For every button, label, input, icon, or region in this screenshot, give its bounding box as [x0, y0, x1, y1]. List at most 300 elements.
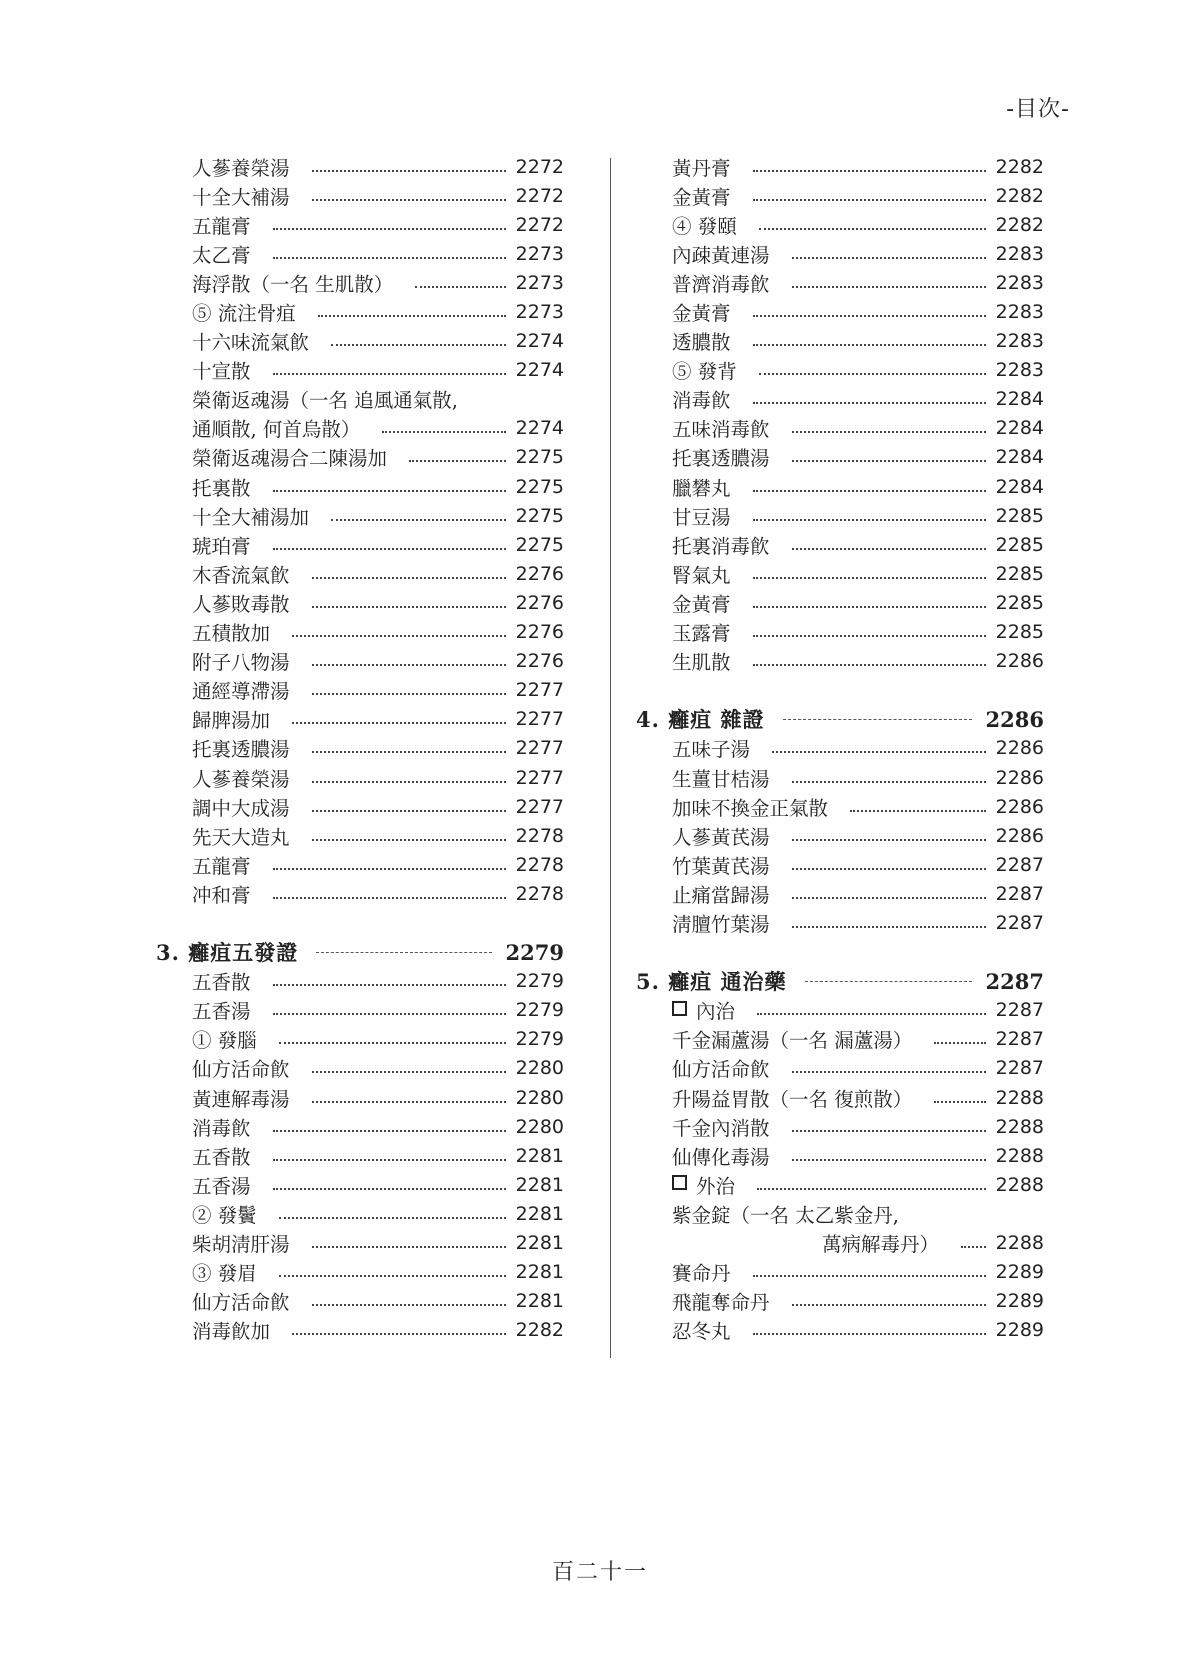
toc-entry [672, 1199, 1044, 1228]
toc-entry [192, 705, 564, 734]
entry-title: 消毒飮加 [192, 1320, 271, 1344]
toc-entry [672, 268, 1044, 297]
entry-title: 臘礬丸 [672, 476, 731, 500]
entry-title: 消毒飮 [672, 389, 731, 413]
dot-leader [312, 839, 506, 841]
entry-page-number: 2275 [515, 504, 564, 527]
entry-page-number: 2274 [515, 417, 564, 440]
toc-entry [672, 327, 1044, 356]
toc-entry [672, 1083, 1044, 1112]
toc-entry [672, 1054, 1044, 1083]
entry-title: 千金漏蘆湯（一名 漏蘆湯） [672, 1029, 913, 1053]
toc-entry [192, 239, 564, 268]
entry-page-number: 2275 [515, 446, 564, 469]
dot-leader [312, 1071, 506, 1073]
toc-section-heading [636, 705, 1044, 734]
entry-title: 人蔘敗毒散 [192, 592, 290, 616]
entry-title: 五龍膏 [192, 854, 251, 878]
entry-page-number: 2272 [515, 155, 564, 178]
dot-leader [753, 606, 986, 608]
entry-title: 托裏透膿湯 [192, 738, 290, 762]
dot-leader [792, 1159, 986, 1161]
column-divider [610, 158, 611, 1358]
entry-page-number: 2276 [515, 650, 564, 673]
dot-leader [273, 1013, 506, 1015]
dot-leader [273, 490, 506, 492]
toc-entry [192, 676, 564, 705]
toc-entry [672, 472, 1044, 501]
toc-entry [672, 1287, 1044, 1316]
dot-leader [961, 1246, 986, 1248]
dot-leader [805, 981, 972, 982]
dot-leader [312, 693, 506, 695]
toc-entry [672, 1228, 1044, 1257]
entry-title: 淸膻竹葉湯 [672, 912, 770, 936]
dot-leader [292, 635, 506, 637]
dot-leader [753, 664, 986, 666]
entry-page-number: 2276 [515, 591, 564, 614]
toc-entry [192, 559, 564, 588]
entry-title: 五香散 [192, 971, 251, 995]
entry-page-number: 2279 [515, 970, 564, 993]
toc-entry [672, 559, 1044, 588]
toc-entry [672, 821, 1044, 850]
toc-entry [192, 850, 564, 879]
toc-entry [672, 588, 1044, 617]
toc-entry [672, 879, 1044, 908]
toc-entry [192, 879, 564, 908]
dot-leader [772, 751, 986, 753]
toc-entry [672, 501, 1044, 530]
dot-leader [318, 315, 506, 317]
dot-leader [273, 228, 506, 230]
entry-page-number: 2286 [995, 795, 1044, 818]
entry-title: 榮衛返魂湯（一名 追風通氣散, [192, 389, 458, 413]
toc-entry [192, 1287, 564, 1316]
entry-page-number: 2279 [515, 999, 564, 1022]
toc-entry [192, 297, 564, 326]
entry-page-number: 2287 [995, 1028, 1044, 1051]
entry-title: 十全大補湯加 [192, 505, 310, 529]
toc-entry [672, 1141, 1044, 1170]
toc-entry [192, 443, 564, 472]
blank-row [672, 676, 1044, 705]
toc-entry [672, 1170, 1044, 1199]
entry-title: 五味消毒飮 [672, 418, 770, 442]
entry-page-number: 2281 [515, 1202, 564, 1225]
dot-leader [312, 1304, 506, 1306]
entry-page-number: 2283 [995, 359, 1044, 382]
dot-leader [934, 1101, 985, 1103]
entry-page-number: 2286 [995, 824, 1044, 847]
entry-page-number: 2274 [515, 330, 564, 353]
dot-leader [759, 228, 986, 230]
entry-title: 金黃膏 [672, 592, 731, 616]
toc-entry [672, 1258, 1044, 1287]
dot-leader [382, 431, 505, 433]
dot-leader [753, 170, 986, 172]
entry-page-number: 2289 [995, 1319, 1044, 1342]
dot-leader [273, 1159, 506, 1161]
entry-page-number: 2278 [515, 882, 564, 905]
entry-page-number: 2287 [995, 853, 1044, 876]
entry-title: 賽命丹 [672, 1262, 731, 1286]
dot-leader [934, 1042, 985, 1044]
dot-leader [312, 606, 506, 608]
entry-page-number: 2272 [515, 213, 564, 236]
entry-title: 透膿散 [672, 331, 731, 355]
entry-page-number: 2275 [515, 475, 564, 498]
entry-page-number: 2287 [995, 1057, 1044, 1080]
toc-entry [192, 1228, 564, 1257]
toc-entry [192, 1316, 564, 1345]
toc-entry [672, 1112, 1044, 1141]
entry-page-number: 2273 [515, 301, 564, 324]
toc-entry [672, 996, 1044, 1025]
entry-title: 五味子湯 [672, 738, 751, 762]
dot-leader [279, 1275, 506, 1277]
entry-page-number: 2284 [995, 388, 1044, 411]
entry-page-number: 2286 [985, 706, 1044, 732]
toc-entry [192, 618, 564, 647]
entry-page-number: 2278 [515, 853, 564, 876]
dot-leader [753, 635, 986, 637]
entry-title: 五積散加 [192, 622, 271, 646]
entry-title: 太乙膏 [192, 243, 251, 267]
entry-page-number: 2288 [995, 1115, 1044, 1138]
toc-entry [192, 647, 564, 676]
toc-entry [192, 1258, 564, 1287]
entry-page-number: 2288 [995, 1086, 1044, 1109]
entry-title: 金黃膏 [672, 185, 731, 209]
toc-entry [192, 1170, 564, 1199]
entry-title: 加味不換金正氣散 [672, 796, 829, 820]
entry-page-number: 2288 [995, 1144, 1044, 1167]
dot-leader [757, 1188, 986, 1190]
entry-title: 外治 [696, 1174, 736, 1198]
dot-leader [792, 868, 986, 870]
toc-entry [672, 385, 1044, 414]
entry-title: 木香流氣飮 [192, 563, 290, 587]
toc-entry [192, 472, 564, 501]
dot-leader [312, 199, 506, 201]
entry-title: 紫金錠（一名 太乙紫金丹, [672, 1203, 899, 1227]
dot-leader [792, 257, 986, 259]
toc-entry [192, 327, 564, 356]
entry-page-number: 2273 [515, 242, 564, 265]
entry-title: 柴胡淸肝湯 [192, 1233, 290, 1257]
dot-leader [312, 170, 506, 172]
entry-page-number: 2281 [515, 1144, 564, 1167]
entry-page-number: 2283 [995, 242, 1044, 265]
entry-title: 托裏透膿湯 [672, 447, 770, 471]
entry-title: 琥珀膏 [192, 534, 251, 558]
toc-entry [192, 967, 564, 996]
entry-page-number: 2285 [995, 562, 1044, 585]
entry-page-number: 2284 [995, 446, 1044, 469]
dot-leader [792, 1304, 986, 1306]
toc-entry [192, 996, 564, 1025]
dot-leader [783, 719, 972, 720]
dot-leader [273, 868, 506, 870]
entry-page-number: 2280 [515, 1086, 564, 1109]
entry-title: 榮衛返魂湯合二陳湯加 [192, 447, 388, 471]
entry-title: 千金內消散 [672, 1116, 770, 1140]
toc-entry [192, 792, 564, 821]
dot-leader [792, 286, 986, 288]
dot-leader [792, 431, 986, 433]
toc-column-right [636, 152, 1044, 1345]
toc-entry [672, 850, 1044, 879]
entry-title: 十宣散 [192, 360, 251, 384]
toc-column-left [156, 152, 564, 1345]
entry-title: 飛龍奪命丹 [672, 1291, 770, 1315]
dot-leader [753, 315, 986, 317]
toc-entry [192, 1083, 564, 1112]
entry-title: ② 發鬢 [192, 1203, 257, 1227]
entry-title: 竹葉黃芪湯 [672, 854, 770, 878]
entry-title: 人蔘黃芪湯 [672, 825, 770, 849]
entry-page-number: 2286 [995, 737, 1044, 760]
dot-leader [792, 1071, 986, 1073]
entry-title: ① 發腦 [192, 1029, 257, 1053]
entry-page-number: 2288 [995, 1173, 1044, 1196]
toc-entry [672, 734, 1044, 763]
entry-title: 普濟消毒飮 [672, 272, 770, 296]
toc-entry [672, 792, 1044, 821]
entry-page-number: 2272 [515, 184, 564, 207]
entry-page-number: 2283 [995, 271, 1044, 294]
entry-title: 消毒飮 [192, 1116, 251, 1140]
dot-leader [312, 781, 506, 783]
entry-title: 內疎黃連湯 [672, 243, 770, 267]
toc-section-heading [636, 967, 1044, 996]
dot-leader [316, 952, 491, 953]
dot-leader [279, 1217, 506, 1219]
entry-page-number: 2281 [515, 1173, 564, 1196]
entry-title: 仙方活命飮 [672, 1058, 770, 1082]
entry-title: ③ 發眉 [192, 1262, 257, 1286]
entry-title: 仙方活命飮 [192, 1291, 290, 1315]
dot-leader [792, 460, 986, 462]
section-title: 3. 癰疽五發證 [156, 940, 299, 966]
entry-title: 五香湯 [192, 1000, 251, 1024]
toc-entry [192, 821, 564, 850]
toc-entry [192, 734, 564, 763]
toc-entry [672, 1025, 1044, 1054]
blank-row [192, 908, 564, 937]
entry-page-number: 2277 [515, 679, 564, 702]
entry-title: 萬病解毒丹） [822, 1233, 940, 1257]
entry-page-number: 2285 [995, 621, 1044, 644]
entry-title: 升陽益胃散（一名 復煎散） [672, 1087, 913, 1111]
entry-page-number: 2282 [995, 184, 1044, 207]
dot-leader [273, 897, 506, 899]
entry-page-number: 2282 [995, 213, 1044, 236]
dot-leader [753, 1333, 986, 1335]
entry-title: 生肌散 [672, 651, 731, 675]
toc-entry [192, 414, 564, 443]
dot-leader [850, 810, 986, 812]
entry-page-number: 2287 [995, 999, 1044, 1022]
entry-title: 托裏散 [192, 476, 251, 500]
dot-leader [759, 373, 986, 375]
toc-entry [192, 152, 564, 181]
entry-page-number: 2285 [995, 504, 1044, 527]
page-number: 百二十一 [551, 1560, 648, 1585]
blank-row [672, 938, 1044, 967]
toc-entry [672, 1316, 1044, 1345]
dot-leader [331, 519, 506, 521]
entry-page-number: 2279 [505, 939, 564, 965]
toc-entry [672, 763, 1044, 792]
entry-title: 十六味流氣飮 [192, 331, 310, 355]
toc-entry [672, 239, 1044, 268]
toc-entry [672, 443, 1044, 472]
checkbox-square-icon [672, 1175, 687, 1190]
toc-entry [192, 1025, 564, 1054]
entry-title: 五龍膏 [192, 214, 251, 238]
toc-section-heading [156, 938, 564, 967]
entry-page-number: 2282 [515, 1319, 564, 1342]
entry-title: 通經導滯湯 [192, 680, 290, 704]
toc-entry [672, 530, 1044, 559]
entry-page-number: 2282 [995, 155, 1044, 178]
dot-leader [273, 1130, 506, 1132]
dot-leader [792, 926, 986, 928]
dot-leader [753, 199, 986, 201]
dot-leader [312, 810, 506, 812]
entry-title: 忍冬丸 [672, 1320, 731, 1344]
dot-leader [753, 344, 986, 346]
dot-leader [312, 1246, 506, 1248]
entry-page-number: 2273 [515, 271, 564, 294]
entry-page-number: 2278 [515, 824, 564, 847]
entry-page-number: 2287 [995, 911, 1044, 934]
entry-page-number: 2279 [515, 1028, 564, 1051]
entry-title: 托裏消毒飮 [672, 534, 770, 558]
entry-title: 腎氣丸 [672, 563, 731, 587]
toc-entry [192, 1112, 564, 1141]
dot-leader [312, 577, 506, 579]
entry-title: 生薑甘桔湯 [672, 767, 770, 791]
entry-page-number: 2277 [515, 795, 564, 818]
dot-leader [792, 839, 986, 841]
dot-leader [792, 548, 986, 550]
toc-entry [192, 1054, 564, 1083]
entry-title: 歸脾湯加 [192, 709, 271, 733]
toc-entry [192, 588, 564, 617]
entry-page-number: 2281 [515, 1261, 564, 1284]
dot-leader [312, 1101, 506, 1103]
entry-title: 仙方活命飮 [192, 1058, 290, 1082]
dot-leader [273, 257, 506, 259]
entry-title: ⑤ 發背 [672, 360, 737, 384]
dot-leader [312, 751, 506, 753]
dot-leader [415, 286, 505, 288]
toc-entry [192, 210, 564, 239]
entry-title: 內治 [696, 1000, 736, 1024]
entry-page-number: 2276 [515, 621, 564, 644]
checkbox-square-icon [672, 1001, 687, 1016]
toc-entry [672, 414, 1044, 443]
entry-page-number: 2280 [515, 1057, 564, 1080]
entry-title: 止痛當歸湯 [672, 883, 770, 907]
dot-leader [757, 1013, 986, 1015]
dot-leader [753, 402, 986, 404]
entry-page-number: 2280 [515, 1115, 564, 1138]
entry-title: 調中大成湯 [192, 796, 290, 820]
dot-leader [753, 577, 986, 579]
entry-page-number: 2287 [995, 882, 1044, 905]
entry-title: 附子八物湯 [192, 651, 290, 675]
entry-title: ⑤ 流注骨疽 [192, 302, 296, 326]
dot-leader [273, 548, 506, 550]
toc-entry [672, 181, 1044, 210]
entry-title: 人蔘養榮湯 [192, 767, 290, 791]
running-header: -目次- [1006, 97, 1070, 122]
dot-leader [279, 1042, 506, 1044]
toc-entry [672, 152, 1044, 181]
entry-title: 黃連解毒湯 [192, 1087, 290, 1111]
entry-page-number: 2287 [985, 968, 1044, 994]
entry-title: 海浮散（一名 生肌散） [192, 272, 394, 296]
dot-leader [409, 460, 506, 462]
dot-leader [753, 519, 986, 521]
entry-title: 十全大補湯 [192, 185, 290, 209]
toc-entry [672, 297, 1044, 326]
entry-title: 玉露膏 [672, 622, 731, 646]
toc-entry [192, 1199, 564, 1228]
toc-entry [192, 763, 564, 792]
entry-page-number: 2281 [515, 1232, 564, 1255]
entry-page-number: 2285 [995, 591, 1044, 614]
entry-page-number: 2286 [995, 766, 1044, 789]
entry-title: 冲和膏 [192, 883, 251, 907]
dot-leader [273, 373, 506, 375]
entry-title: 金黃膏 [672, 302, 731, 326]
entry-page-number: 2284 [995, 417, 1044, 440]
entry-title: 五香散 [192, 1145, 251, 1169]
entry-page-number: 2281 [515, 1290, 564, 1313]
entry-page-number: 2283 [995, 330, 1044, 353]
toc-entry [672, 908, 1044, 937]
dot-leader [792, 897, 986, 899]
dot-leader [292, 722, 506, 724]
toc-entry [192, 356, 564, 385]
entry-page-number: 2289 [995, 1261, 1044, 1284]
entry-page-number: 2277 [515, 737, 564, 760]
dot-leader [753, 1275, 986, 1277]
entry-title: 黃丹膏 [672, 156, 731, 180]
entry-title: 先天大造丸 [192, 825, 290, 849]
dot-leader [331, 344, 506, 346]
entry-title: 甘豆湯 [672, 505, 731, 529]
dot-leader [753, 490, 986, 492]
entry-page-number: 2275 [515, 533, 564, 556]
toc-entry [192, 181, 564, 210]
dot-leader [292, 1333, 506, 1335]
section-title: 5. 癰疽 通治藥 [636, 969, 787, 995]
entry-page-number: 2284 [995, 475, 1044, 498]
section-title: 4. 癰疽 雜證 [636, 707, 765, 733]
toc-entry [192, 530, 564, 559]
toc-entry [192, 385, 564, 414]
toc-entry [672, 356, 1044, 385]
entry-page-number: 2288 [995, 1232, 1044, 1255]
toc-entry [672, 647, 1044, 676]
toc-entry [192, 268, 564, 297]
